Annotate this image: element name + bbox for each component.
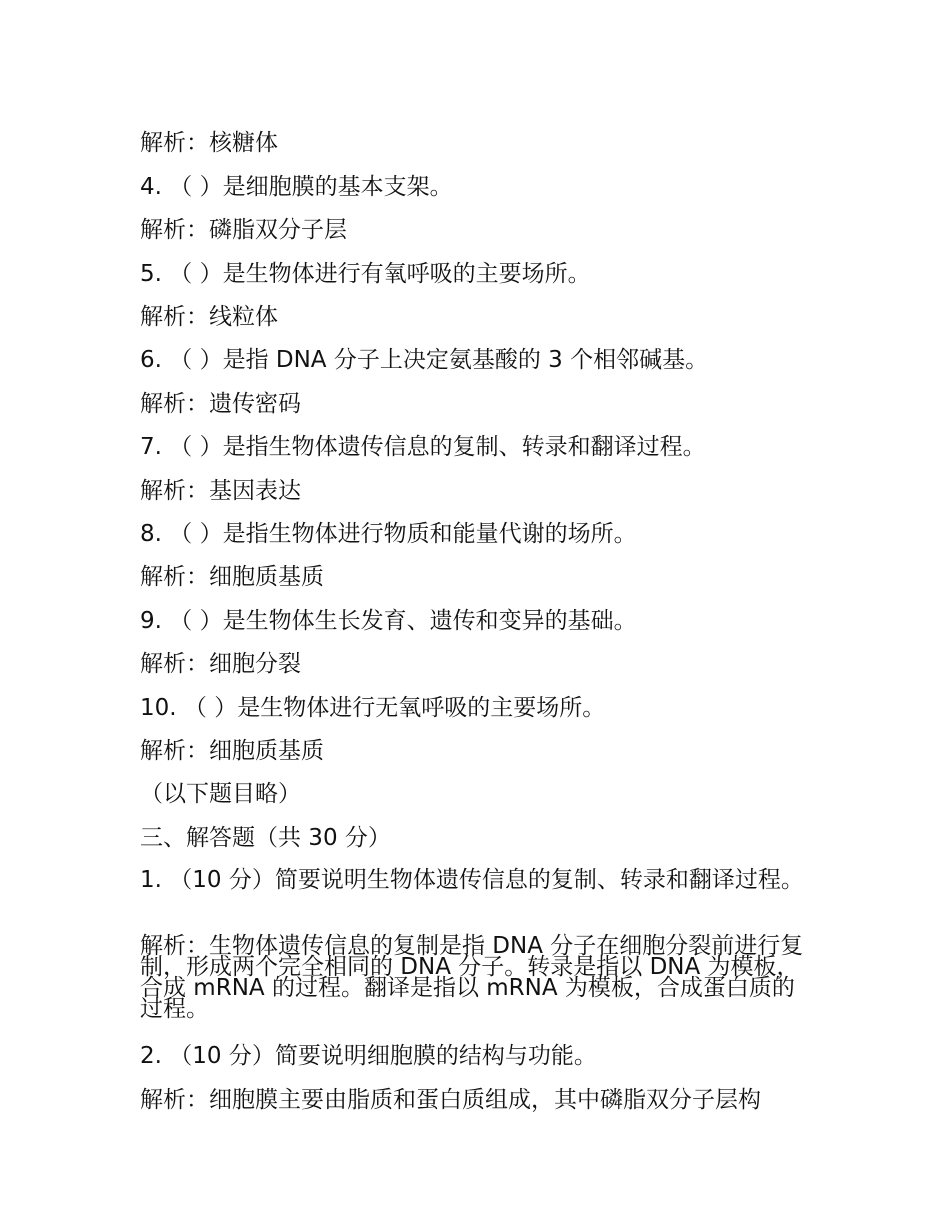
essay-question: 2. （10 分）简要说明细胞膜的结构与功能。 [140, 1043, 597, 1069]
essay-answer: 解析：细胞膜主要由脂质和蛋白质组成，其中磷脂双分子层构 [140, 1087, 761, 1113]
answer-line: 解析：细胞分裂 [140, 651, 301, 677]
answer-line: 解析：细胞质基质 [140, 564, 324, 590]
question-line: 6. （ ）是指 DNA 分子上决定氨基酸的 3 个相邻碱基。 [140, 347, 709, 373]
answer-line: 解析：磷脂双分子层 [140, 217, 347, 243]
essay-answer: 解析：生物体遗传信息的复制是指 DNA 分子在细胞分裂前进行复制，形成两个完全相同的 DNA 分子。转录是指以 DNA 为模板，合成 mRNA 的过程。翻译是指以 mRNA 为模板，合成蛋白质的过程。 [140, 933, 804, 1022]
question-line: 7. （ ）是指生物体遗传信息的复制、转录和翻译过程。 [140, 434, 706, 460]
question-line: 8. （ ）是指生物体进行物质和能量代谢的场所。 [140, 521, 637, 547]
answer-line: 解析：基因表达 [140, 478, 301, 504]
omission-note: （以下题目略） [140, 781, 301, 807]
question-line: 4. （ ）是细胞膜的基本支架。 [140, 174, 453, 200]
answer-line: 解析：核糖体 [140, 130, 278, 156]
question-line: 9. （ ）是生物体生长发育、遗传和变异的基础。 [140, 608, 637, 634]
essay-question: 1. （10 分）简要说明生物体遗传信息的复制、转录和翻译过程。 [140, 867, 804, 893]
answer-line: 解析：线粒体 [140, 304, 278, 330]
section-heading: 三、解答题（共 30 分） [140, 825, 391, 851]
answer-line: 解析：细胞质基质 [140, 738, 324, 764]
question-line: 10. （ ）是生物体进行无氧呼吸的主要场所。 [140, 695, 606, 721]
question-line: 5. （ ）是生物体进行有氧呼吸的主要场所。 [140, 261, 591, 287]
answer-line: 解析：遗传密码 [140, 391, 301, 417]
